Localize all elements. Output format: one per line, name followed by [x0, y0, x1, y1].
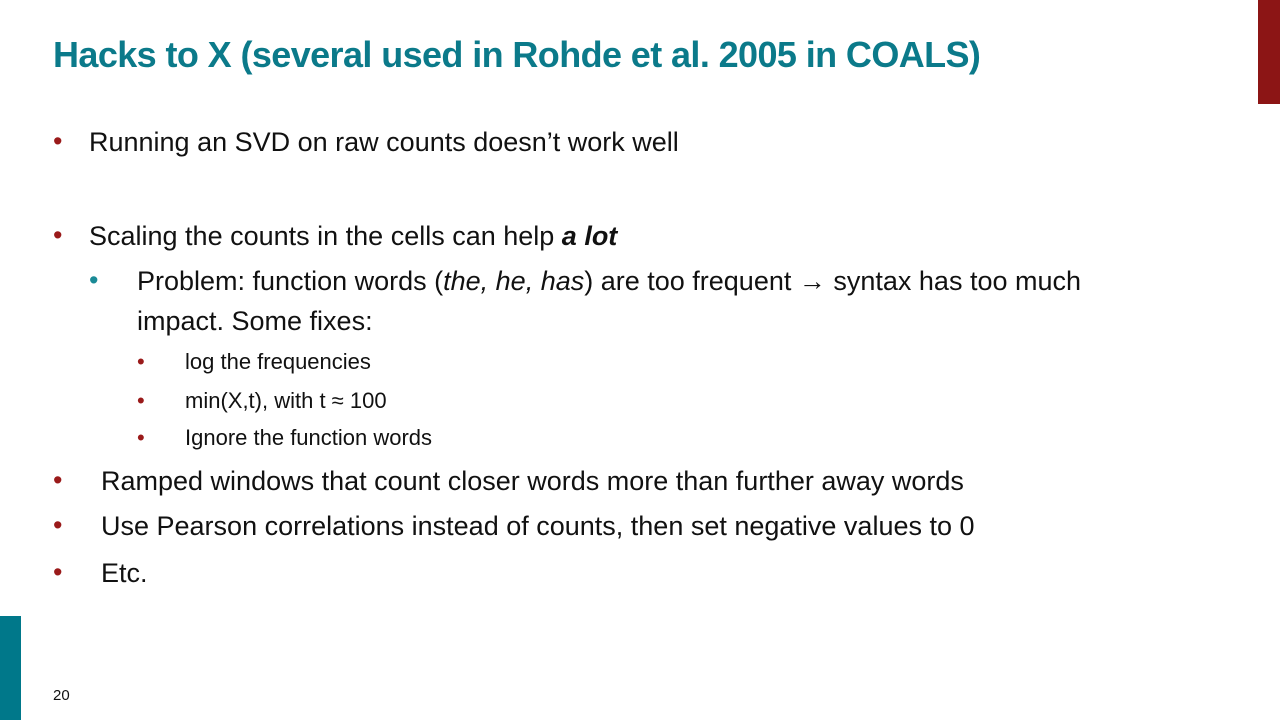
fix-dot-1: • — [137, 349, 145, 374]
bullet-dot-5: • — [53, 557, 63, 587]
slide-title: Hacks to X (several used in Rohde et al. 2005 in COALS) — [53, 34, 981, 75]
fix-item-2: min(X,t), with t ≈ 100 — [185, 388, 387, 413]
sub-bullet-function-words: the, he, has — [443, 266, 585, 296]
bullet-dot-2: • — [53, 220, 63, 250]
bullet-dot-3: • — [53, 465, 63, 495]
accent-bar-top-right — [1258, 0, 1280, 104]
sub-bullet-middle: ) are too frequent — [584, 266, 799, 296]
sub-bullet-prefix: Problem: function words ( — [137, 266, 444, 296]
sub-bullet-suffix: syntax has too much — [825, 266, 1082, 296]
fix-item-3: Ignore the function words — [185, 425, 433, 450]
bullet-2-text: Scaling the counts in the cells can help — [89, 221, 562, 251]
sub-bullet-dot: • — [89, 265, 99, 295]
bullet-2-emphasis: a lot — [561, 221, 618, 251]
bullet-3: Ramped windows that count closer words more than further away words — [101, 466, 964, 496]
fix-dot-3: • — [137, 425, 145, 450]
bullet-5: Etc. — [101, 558, 148, 588]
page-number: 20 — [53, 687, 70, 704]
bullet-2 — [89, 220, 617, 252]
right-arrow-icon: → — [798, 266, 826, 296]
bullet-dot-1: • — [53, 126, 63, 156]
fix-dot-2: • — [137, 388, 145, 413]
sub-bullet-problem-line2: impact. Some fixes: — [137, 306, 373, 336]
fix-item-1: log the frequencies — [185, 349, 371, 374]
bullet-1: Running an SVD on raw counts doesn’t work well — [89, 127, 679, 157]
sub-bullet-problem — [137, 265, 1081, 297]
bullet-4: Use Pearson correlations instead of counts, then set negative values to 0 — [101, 511, 975, 541]
accent-bar-bottom-left — [0, 616, 21, 720]
bullet-dot-4: • — [53, 510, 63, 540]
